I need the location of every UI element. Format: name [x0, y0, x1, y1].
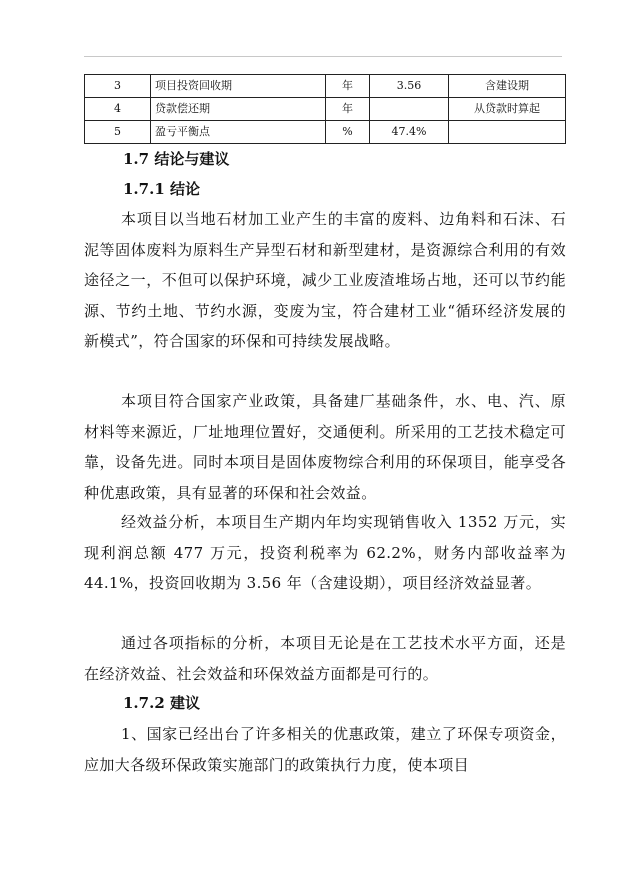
indicator-note: 含建设期	[449, 75, 566, 98]
indicator-name: 项目投资回收期	[151, 75, 326, 98]
row-number: 5	[85, 121, 151, 144]
indicator-name: 贷款偿还期	[151, 98, 326, 121]
indicator-value: 47.4%	[370, 121, 449, 144]
section-heading: 1.7 结论与建议	[123, 150, 230, 168]
indicator-unit: 年	[326, 75, 370, 98]
paragraph-4: 通过各项指标的分析，本项目无论是在工艺技术水平方面，还是在经济效益、社会效益和环保效益方面都是可行的。	[84, 634, 566, 683]
indicator-unit: 年	[326, 98, 370, 121]
paragraph-1: 本项目以当地石材加工业产生的丰富的废料、边角料和石沫、石泥等固体废料为原料生产异型石材和新型建材，是资源综合利用的有效途径之一，不但可以保护环境，减少工业废渣堆场占地，还可以节约能源、节约土地、节约水源，变废为宝，符合建材工业“循环经济发展的新模式”，符合国家的环保和可持续发展战略。	[84, 210, 566, 350]
conclusion-heading: 1.7.1 结论	[123, 180, 200, 198]
table-row	[85, 75, 566, 98]
indicator-note	[449, 121, 566, 144]
row-number: 3	[85, 75, 151, 98]
table-row	[85, 121, 566, 144]
header-rule	[84, 56, 562, 57]
paragraph-2: 本项目符合国家产业政策，具备建厂基础条件，水、电、汽、原材料等来源近，厂址地理位置好，交通便利。所采用的工艺技术稳定可靠，设备先进。同时本项目是固体废物综合利用的环保项目，能享受各种优惠政策，具有显著的环保和社会效益。	[84, 392, 566, 502]
row-number: 4	[85, 98, 151, 121]
indicator-unit: %	[326, 121, 370, 144]
indicator-value: 3.56	[370, 75, 449, 98]
suggestion-paragraph: 1、国家已经出台了许多相关的优惠政策，建立了环保专项资金，应加大各级环保政策实施部门的政策执行力度，使本项目	[84, 725, 566, 774]
indicator-note: 从贷款时算起	[449, 98, 566, 121]
indicator-table	[84, 74, 566, 144]
suggestion-heading: 1.7.2 建议	[123, 694, 200, 712]
table-row	[85, 98, 566, 121]
paragraph-3: 经效益分析，本项目生产期内年均实现销售收入 1352 万元，实现利润总额 477 万元，投资利税率为 62.2%，财务内部收益率为 44.1%，投资回收期为 3.56 年（含建设期），项目经济效益显著。	[84, 513, 566, 592]
indicator-value	[370, 98, 449, 121]
indicator-name: 盈亏平衡点	[151, 121, 326, 144]
